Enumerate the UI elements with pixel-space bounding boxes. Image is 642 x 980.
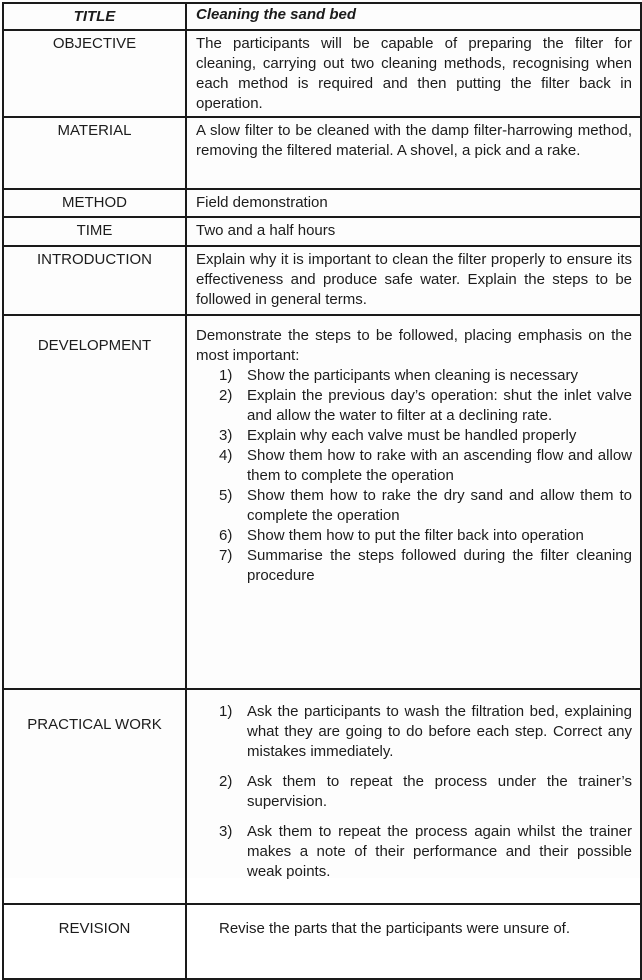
list-item-number: 4) [219, 447, 233, 464]
table-row-method [3, 189, 641, 217]
list-item-text: Show them how to put the filter back into operation [247, 527, 584, 544]
list-item [196, 386, 632, 426]
list-item-number: 6) [219, 527, 233, 544]
table-row-practical-work [3, 689, 641, 904]
list-item-number: 7) [219, 547, 233, 564]
list-item-number: 1) [219, 367, 233, 384]
list-item-text: Show them how to rake with an ascending flow and allow them to complete the operation [247, 447, 632, 484]
row-label-time: TIME [3, 217, 186, 246]
row-label-objective: OBJECTIVE [3, 30, 186, 117]
row-label-title: TITLE [3, 3, 186, 30]
material-text: A slow filter to be cleaned with the damp filter-harrowing method, removing the filtered material. A shovel, a pick and a rake. [186, 117, 641, 189]
table-row-development [3, 315, 641, 689]
table-row-material [3, 117, 641, 189]
list-item-number: 5) [219, 487, 233, 504]
list-item-number: 2) [219, 387, 233, 404]
practical-work-step-list [196, 702, 632, 882]
row-label-material: MATERIAL [3, 117, 186, 189]
list-item-number: 2) [219, 773, 233, 790]
method-text: Field demonstration [186, 189, 641, 217]
list-item-text: Ask them to repeat the process again whilst the trainer makes a note of their performance and their possible weak points. [247, 823, 632, 880]
table-row-revision [3, 904, 641, 979]
list-item [196, 446, 632, 486]
list-item [196, 822, 632, 882]
list-item-number: 3) [219, 823, 233, 840]
list-item [196, 366, 632, 386]
lesson-plan-table [2, 2, 642, 980]
table-row-objective [3, 30, 641, 117]
list-item [196, 426, 632, 446]
table-row-title [3, 3, 641, 30]
table-row-introduction [3, 246, 641, 315]
list-item [196, 486, 632, 526]
list-item-text: Explain why each valve must be handled properly [247, 427, 577, 444]
revision-text: Revise the parts that the participants were unsure of. [186, 904, 641, 979]
list-item [196, 702, 632, 762]
list-item-text: Explain the previous day’s operation: shut the inlet valve and allow the water to filter at a declining rate. [247, 387, 632, 424]
list-item-text: Summarise the steps followed during the filter cleaning procedure [247, 547, 632, 584]
introduction-text: Explain why it is important to clean the filter properly to ensure its effectiveness and produce safe water. Explain the steps to be followed in general terms. [186, 246, 641, 315]
row-label-practical-work: PRACTICAL WORK [3, 689, 186, 904]
development-intro: Demonstrate the steps to be followed, placing emphasis on the most important: [196, 327, 632, 364]
list-item [196, 546, 632, 586]
development-step-list [196, 366, 632, 586]
list-item-text: Show them how to rake the dry sand and allow them to complete the operation [247, 487, 632, 524]
lesson-title-text: Cleaning the sand bed [186, 3, 641, 30]
row-label-method: METHOD [3, 189, 186, 217]
row-label-revision: REVISION [3, 904, 186, 979]
row-label-introduction: INTRODUCTION [3, 246, 186, 315]
list-item-text: Show the participants when cleaning is necessary [247, 367, 579, 384]
list-item [196, 526, 632, 546]
practical-work-content [186, 689, 641, 904]
objective-text: The participants will be capable of preparing the filter for cleaning, carrying out two cleaning methods, recognising when each method is required and then putting the filter back in operation. [186, 30, 641, 117]
development-content [186, 315, 641, 689]
table-row-time [3, 217, 641, 246]
list-item [196, 772, 632, 812]
list-item-text: Ask them to repeat the process under the trainer’s supervision. [247, 773, 632, 810]
list-item-number: 3) [219, 427, 233, 444]
time-text: Two and a half hours [186, 217, 641, 246]
list-item-text: Ask the participants to wash the filtration bed, explaining what they are going to do before each step. Correct any mistakes immediately. [247, 703, 632, 760]
list-item-number: 1) [219, 703, 233, 720]
row-label-development: DEVELOPMENT [3, 315, 186, 689]
